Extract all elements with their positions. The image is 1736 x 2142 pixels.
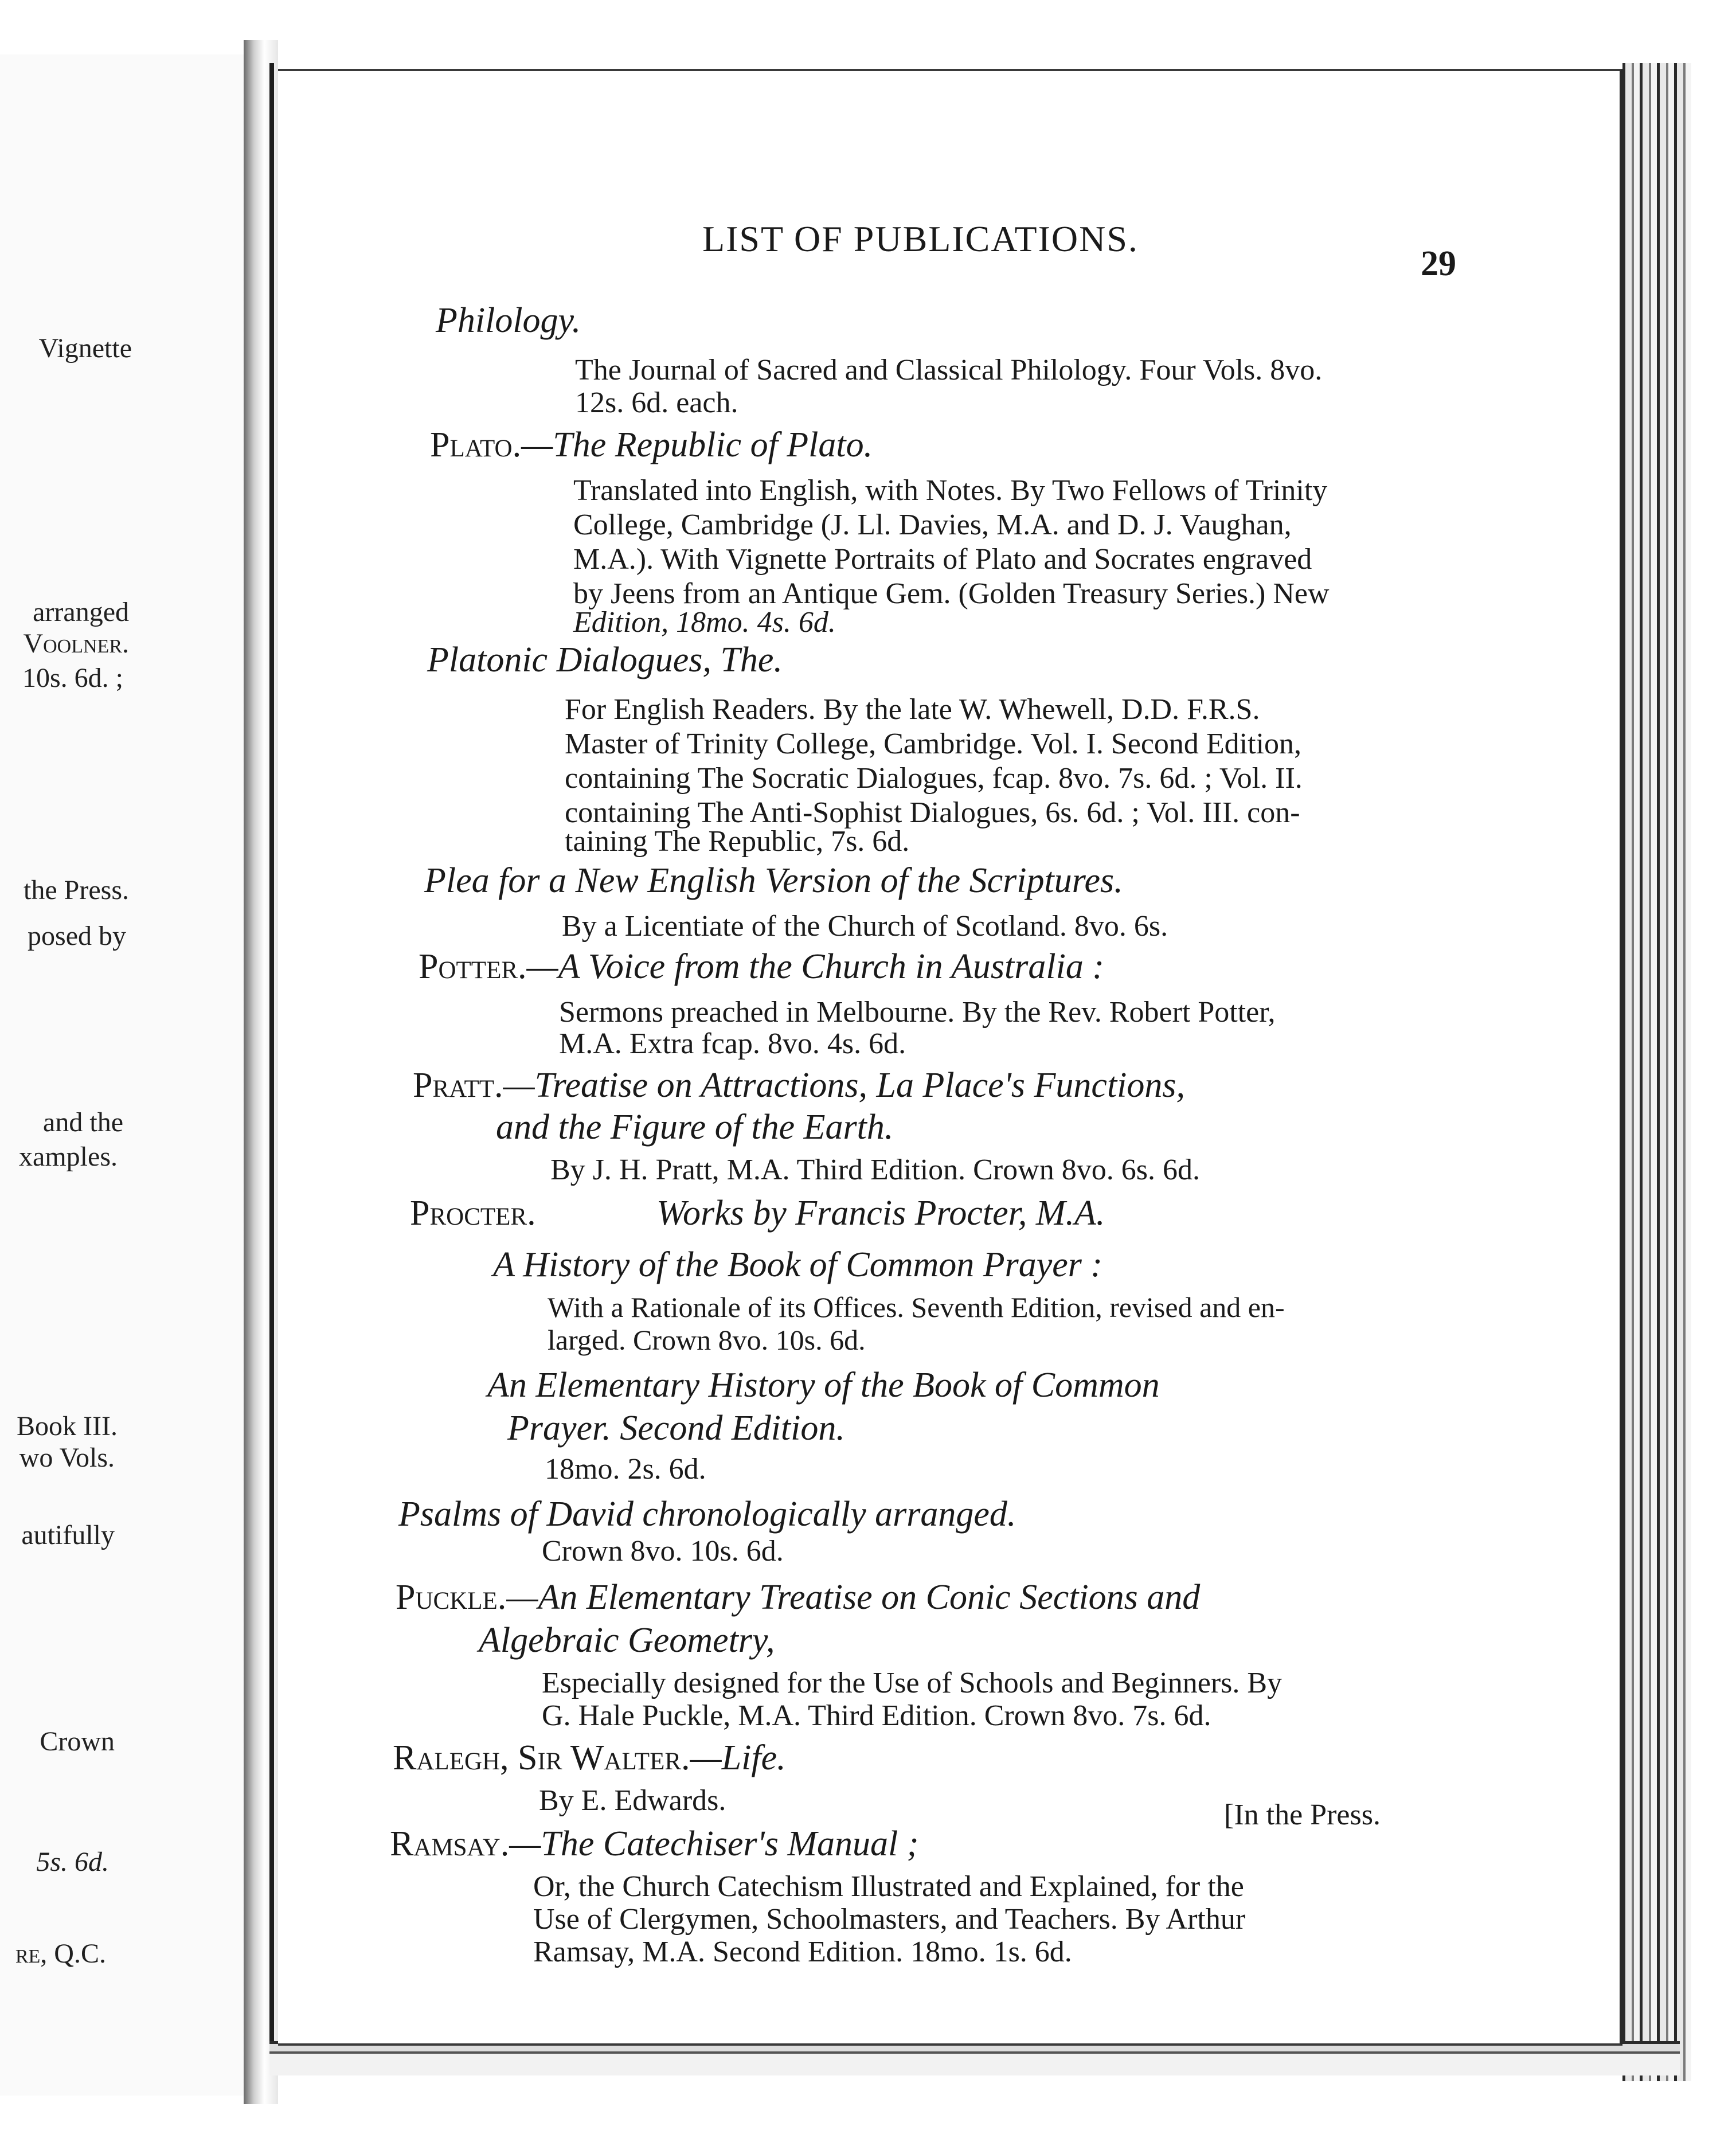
entry-title: —Life. [690,1738,786,1777]
entry-text: containing The Socratic Dialogues, fcap. 8vo. 7s. 6d. ; Vol. II. [565,762,1303,795]
entry-text: by Jeens from an Antique Gem. (Golden Treasury Series.) New [573,577,1330,610]
running-head: LIST OF PUBLICATIONS. [702,218,1139,259]
entry-heading [390,1826,918,1862]
entry-title-continued: and the Figure of the Earth. [496,1108,894,1147]
entry-text: Ramsay, M.A. Second Edition. 18mo. 1s. 6d. [533,1936,1072,1968]
left-line: and the [43,1107,123,1138]
entry-text: Crown 8vo. 10s. 6d. [542,1535,784,1568]
book-title: A History of the Book of Common Prayer : [493,1245,1103,1284]
entry-text: By J. H. Pratt, M.A. Third Edition. Crown 8vo. 6s. 6d. [550,1154,1200,1186]
left-line: Book III. [17,1411,118,1441]
entry-title-continued: Algebraic Geometry, [479,1621,775,1660]
entry-text: larged. Crown 8vo. 10s. 6d. [548,1324,866,1356]
entry-heading: Psalms of David chronologically arranged. [398,1495,1016,1534]
previous-page-fragment [0,54,246,2096]
left-line: Vignette [38,333,132,363]
entry-text: Use of Clergymen, Schoolmasters, and Teachers. By Arthur [533,1903,1246,1936]
entry-heading [393,1740,786,1776]
left-line: Crown [40,1726,115,1757]
book-title-continued: Prayer. Second Edition. [507,1409,845,1448]
entry-title: —The Catechiser's Manual ; [509,1824,919,1863]
entry-author: Pratt. [413,1066,503,1105]
entry-text: Or, the Church Catechism Illustrated and Explained, for the [533,1870,1244,1903]
entry-author: Ramsay. [390,1824,510,1863]
entry-heading [413,1068,1185,1103]
page-edges-right [1622,63,1691,2081]
entry-title: —The Republic of Plato. [521,425,873,464]
entry-text: Especially designed for the Use of Schools and Beginners. By [542,1667,1283,1699]
left-line: xamples. [19,1142,118,1172]
entry-text: 12s. 6d. each. [575,386,738,419]
page-number: 29 [1421,244,1456,283]
entry-works: Works by Francis Procter, M.A. [656,1194,1105,1233]
entry-text: 18mo. 2s. 6d. [545,1453,706,1486]
entry-text: By E. Edwards. [539,1784,726,1817]
book-title: An Elementary History of the Book of Common [487,1366,1160,1405]
left-line: posed by [28,921,126,951]
entry-author: Potter. [419,947,527,986]
entry-author: Puckle. [396,1578,507,1617]
entry-heading [396,1580,1200,1615]
left-line: re, Q.C. [15,1938,106,1969]
entry-text: The Journal of Sacred and Classical Philology. Four Vols. 8vo. [575,354,1323,386]
entry-heading [410,1195,1105,1231]
entry-author: Procter. [410,1194,536,1233]
left-line: wo Vols. [19,1443,115,1473]
entry-heading: Philology. [436,301,581,340]
entry-title: —A Voice from the Church in Australia : [526,947,1104,986]
press-note: [In the Press. [1224,1799,1381,1831]
entry-text: With a Rationale of its Offices. Seventh Edition, revised and en- [548,1291,1285,1323]
entry-text: M.A. Extra fcap. 8vo. 4s. 6d. [559,1027,906,1060]
entry-text: containing The Anti-Sophist Dialogues, 6s. 6d. ; Vol. III. con- [565,796,1300,829]
entry-text: Edition, 18mo. 4s. 6d. [573,606,836,639]
entry-heading [419,949,1104,984]
entry-title: —An Elementary Treatise on Conic Sections and [506,1578,1201,1617]
entry-author: Ralegh, Sir Walter. [393,1738,690,1777]
page-edges-bottom [269,2041,1680,2075]
entry-heading: Platonic Dialogues, The. [427,640,783,679]
gutter-line [269,63,274,2053]
entry-text: By a Licentiate of the Church of Scotland. 8vo. 6s. [562,910,1168,943]
entry-author: Plato. [430,425,522,464]
entry-text: Master of Trinity College, Cambridge. Vol. I. Second Edition, [565,728,1302,760]
entry-text: Translated into English, with Notes. By Two Fellows of Trinity [573,474,1328,507]
entry-title: —Treatise on Attractions, La Place's Functions, [503,1066,1186,1105]
left-line: 5s. 6d. [36,1847,109,1877]
left-line: 10s. 6d. ; [22,663,123,693]
left-line: autifully [21,1520,115,1550]
entry-text: M.A.). With Vignette Portraits of Plato and Socrates engraved [573,543,1312,576]
entry-text: For English Readers. By the late W. Whewell, D.D. F.R.S. [565,693,1260,726]
left-line: arranged [33,597,129,627]
entry-text: taining The Republic, 7s. 6d. [565,825,910,858]
entry-text: Sermons preached in Melbourne. By the Rev. Robert Potter, [559,996,1276,1029]
left-line: Voolner. [23,628,129,659]
entry-text: College, Cambridge (J. Ll. Davies, M.A. and D. J. Vaughan, [573,509,1292,541]
entry-text: G. Hale Puckle, M.A. Third Edition. Crown 8vo. 7s. 6d. [542,1699,1211,1732]
entry-heading: Plea for a New English Version of the Scriptures. [424,861,1123,900]
entry-heading [430,427,873,463]
left-line: the Press. [24,875,129,905]
